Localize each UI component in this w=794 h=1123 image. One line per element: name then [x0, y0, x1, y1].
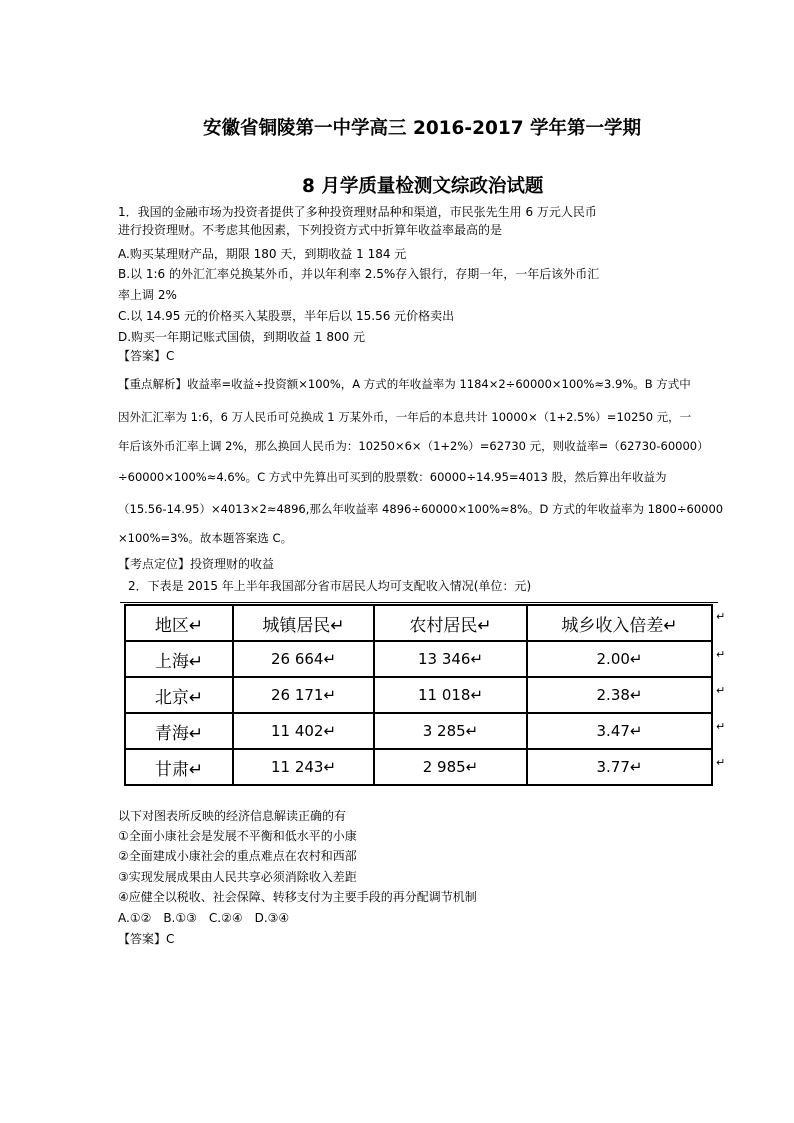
q2-statement: ④应健全以税收、社会保障、转移支付为主要手段的再分配调节机制 — [118, 890, 477, 904]
row-end-mark: ↵ — [716, 648, 726, 661]
cell-region: 北京↵ — [125, 677, 233, 713]
q2-statement: ③实现发展成果由人民共享必须消除收入差距 — [118, 870, 357, 884]
cell-rural: 3 285↵ — [374, 713, 527, 749]
q1-option-b-line2: 率上调 2% — [118, 288, 177, 302]
cell-ratio: 3.47↵ — [527, 713, 712, 749]
header-urban: 城镇居民↵ — [233, 605, 374, 641]
cell-rural: 11 018↵ — [374, 677, 527, 713]
row-end-mark: ↵ — [716, 720, 726, 733]
q1-option-a: A.购买某理财产品，期限 180 天，到期收益 1 184 元 — [118, 247, 407, 261]
table-row — [125, 749, 712, 785]
header-rural: 农村居民↵ — [374, 605, 527, 641]
cell-urban: 26 171↵ — [233, 677, 374, 713]
row-end-mark: ↵ — [716, 684, 726, 697]
q1-explanation-line: （15.56-14.95）×4013×2≈4896,那么年收益率 4896÷60000×100%≈8%。D 方式的年收益率为 1800÷60000 — [118, 502, 724, 516]
table-row — [125, 677, 712, 713]
cell-ratio: 2.38↵ — [527, 677, 712, 713]
income-table — [124, 604, 713, 786]
q1-stem-line1: 1．我国的金融市场为投资者提供了多种投资理财品种和渠道，市民张先生用 6 万元人民币 — [118, 205, 597, 219]
cell-ratio: 3.77↵ — [527, 749, 712, 785]
table-top-rule — [120, 602, 718, 603]
q2-answer: 【答案】C — [118, 932, 175, 946]
q1-explanation-line: 【重点解析】收益率=收益÷投资额×100%，A 方式的年收益率为 1184×2÷60000×100%≈3.9%。B 方式中 — [118, 377, 691, 391]
q2-stem: 2．下表是 2015 年上半年我国部分省市居民人均可支配收入情况(单位：元) — [128, 579, 532, 593]
q1-explanation-line: ÷60000×100%≈4.6%。C 方式中先算出可买到的股票数：60000÷14.95=4013 股，然后算出年收益为 — [118, 470, 667, 484]
q1-option-b-line1: B.以 1:6 的外汇汇率兑换某外币，并以年利率 2.5%存入银行，存期一年，一年后该外币汇 — [118, 267, 600, 281]
header-ratio: 城乡收入倍差↵ — [527, 605, 712, 641]
q1-stem-line2: 进行投资理财。不考虑其他因素，下列投资方式中折算年收益率最高的是 — [118, 223, 503, 237]
table-row — [125, 641, 712, 677]
header-region: 地区↵ — [125, 605, 233, 641]
q2-statement: ②全面建成小康社会的重点难点在农村和西部 — [118, 849, 357, 863]
q1-explanation-line: ×100%=3%。故本题答案选 C。 — [118, 531, 293, 545]
cell-rural: 13 346↵ — [374, 641, 527, 677]
table-row — [125, 713, 712, 749]
q1-answer: 【答案】C — [118, 349, 175, 363]
cell-region: 上海↵ — [125, 641, 233, 677]
cell-region: 青海↵ — [125, 713, 233, 749]
cell-urban: 26 664↵ — [233, 641, 374, 677]
cell-rural: 2 985↵ — [374, 749, 527, 785]
document-title: 安徽省铜陵第一中学高三 2016-2017 学年第一学期 — [203, 118, 642, 139]
q1-explanation-line: 因外汇汇率为 1:6，6 万人民币可兑换成 1 万某外币，一年后的本息共计 10000×（1+2.5%）=10250 元，一 — [118, 410, 692, 424]
q1-knowledge-point: 【考点定位】投资理财的收益 — [118, 557, 275, 571]
q2-options: A.①② B.①③ C.②④ D.③④ — [118, 911, 290, 925]
cell-region: 甘肃↵ — [125, 749, 233, 785]
table-header-row — [125, 605, 712, 641]
q2-prompt: 以下对图表所反映的经济信息解读正确的有 — [118, 809, 347, 823]
q1-option-d: D.购买一年期记账式国债，到期收益 1 800 元 — [118, 330, 366, 344]
document-subtitle: 8 月学质量检测文综政治试题 — [302, 176, 544, 197]
q2-statement: ①全面小康社会是发展不平衡和低水平的小康 — [118, 829, 357, 843]
cell-ratio: 2.00↵ — [527, 641, 712, 677]
row-end-mark: ↵ — [716, 756, 726, 769]
row-end-mark: ↵ — [716, 610, 726, 623]
q1-explanation-line: 年后该外币汇率上调 2%，那么换回人民币为：10250×6×（1+2%）=62730 元，则收益率=（62730-60000） — [118, 439, 709, 453]
cell-urban: 11 243↵ — [233, 749, 374, 785]
q1-option-c: C.以 14.95 元的价格买入某股票，半年后以 15.56 元价格卖出 — [118, 309, 455, 323]
cell-urban: 11 402↵ — [233, 713, 374, 749]
